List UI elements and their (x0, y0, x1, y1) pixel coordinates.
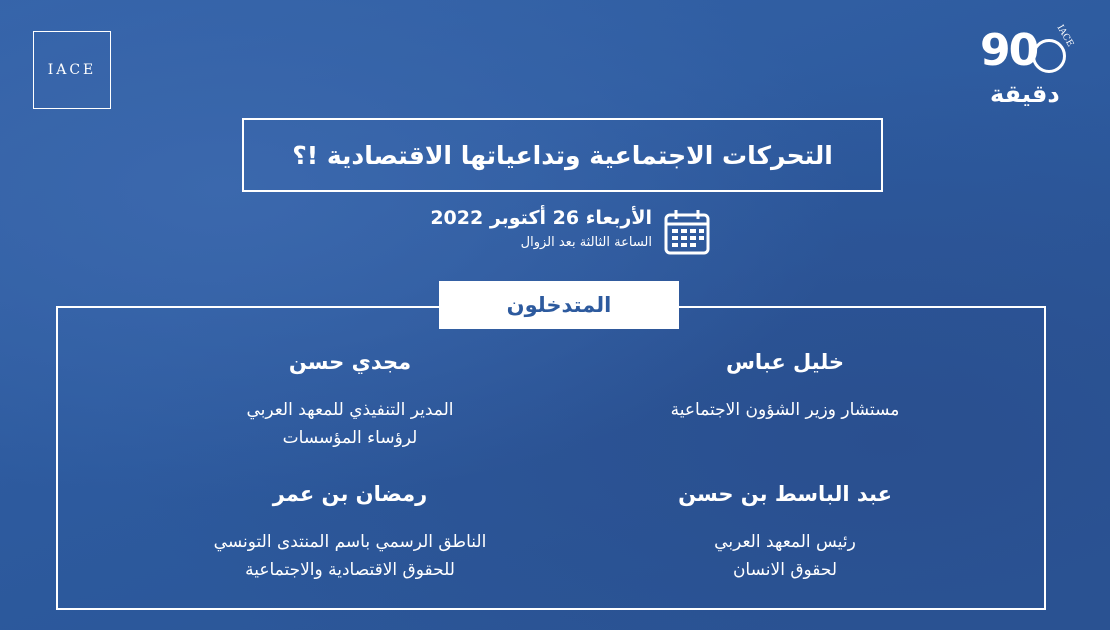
event-date: الأربعاء 26 أكتوبر 2022 (430, 207, 652, 229)
speaker-card (575, 350, 995, 424)
speaker-card (140, 350, 560, 452)
role-line: الناطق الرسمي باسم المنتدى التونسي (213, 532, 487, 552)
speaker-name: رمضان بن عمر (272, 482, 428, 506)
role-line: رئيس المعهد العربي (714, 532, 856, 552)
speakers-heading (439, 281, 679, 329)
role-line: لحقوق الانسان (732, 560, 838, 580)
role-line: لرؤساء المؤسسات (282, 428, 418, 448)
90-minutes-logo (975, 25, 1075, 115)
speaker-name: عبد الباسط بن حسن (678, 482, 892, 506)
logo-number: 90 (980, 25, 1038, 76)
logo-text: IACE (47, 62, 97, 78)
speaker-card (140, 482, 560, 584)
speaker-card (575, 482, 995, 584)
logo-mark: IACE (1054, 23, 1075, 49)
calendar-icon (663, 208, 711, 256)
speaker-role (140, 396, 560, 452)
role-line: للحقوق الاقتصادية والاجتماعية (245, 560, 455, 580)
speaker-role (575, 528, 995, 584)
role-line: المدير التنفيذي للمعهد العربي (246, 400, 454, 420)
speaker-name: خليل عباس (725, 350, 845, 374)
iace-logo (33, 31, 111, 109)
event-datetime (430, 207, 652, 250)
speaker-role (575, 396, 995, 424)
role-line: مستشار وزير الشؤون الاجتماعية (670, 400, 900, 420)
event-title (242, 118, 883, 192)
speaker-name: مجدي حسن (288, 350, 412, 374)
speaker-role (140, 528, 560, 584)
event-time: الساعة الثالثة بعد الزوال (520, 235, 652, 250)
speakers-heading-text: المتدخلون (506, 293, 612, 317)
logo-word: دقيقة (990, 80, 1060, 108)
clock-icon (1032, 39, 1066, 73)
title-text: التحركات الاجتماعية وتداعياتها الاقتصادية !؟ (292, 140, 833, 170)
